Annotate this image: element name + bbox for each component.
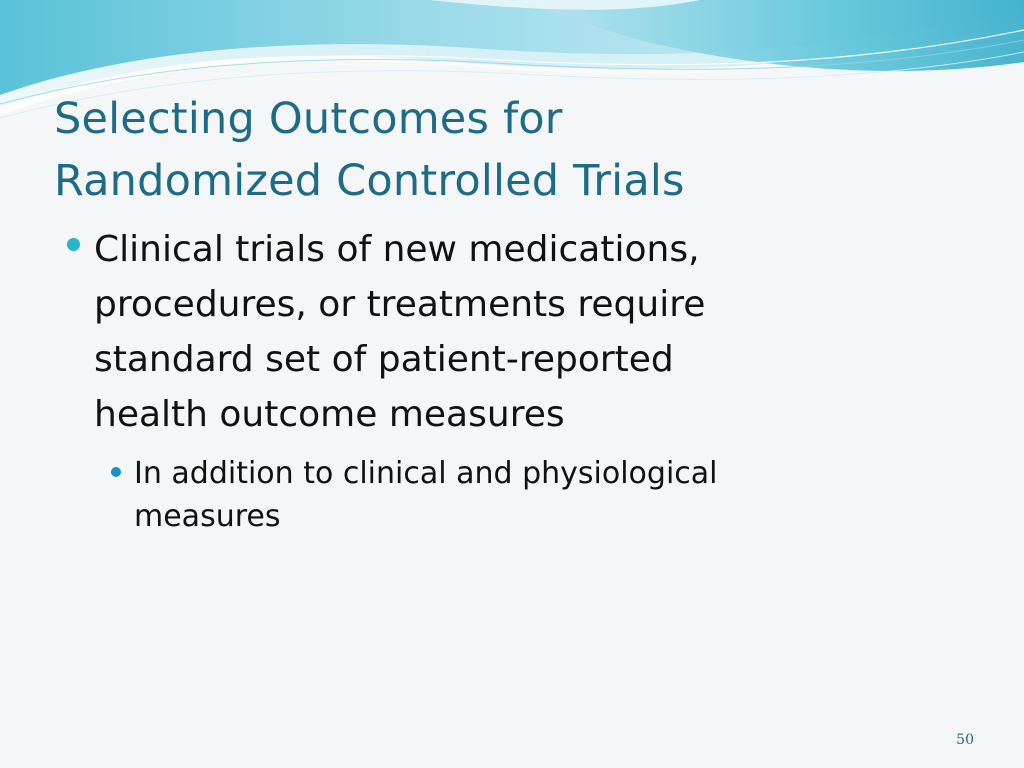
bullet-item-level-1 bbox=[60, 222, 980, 442]
bullet-text-line: Clinical trials of new medications, bbox=[94, 229, 700, 270]
bullet-text-line: health outcome measures bbox=[94, 394, 565, 435]
bullet-dot-icon bbox=[67, 238, 80, 251]
slide-title bbox=[54, 88, 984, 212]
sub-bullet-text-line: In addition to clinical and physiological bbox=[134, 456, 718, 491]
slide-title-line-2: Randomized Controlled Trials bbox=[54, 156, 685, 206]
page-number: 50 bbox=[956, 732, 974, 748]
sub-bullet-dot-icon bbox=[111, 467, 121, 477]
bullet-text-line: procedures, or treatments require bbox=[94, 284, 706, 325]
slide-body bbox=[60, 222, 980, 538]
bullet-item-level-2 bbox=[60, 452, 980, 538]
slide-title-line-1: Selecting Outcomes for bbox=[54, 94, 563, 144]
sub-bullet-text-line: measures bbox=[134, 499, 281, 534]
bullet-text-line: standard set of patient-reported bbox=[94, 339, 674, 380]
